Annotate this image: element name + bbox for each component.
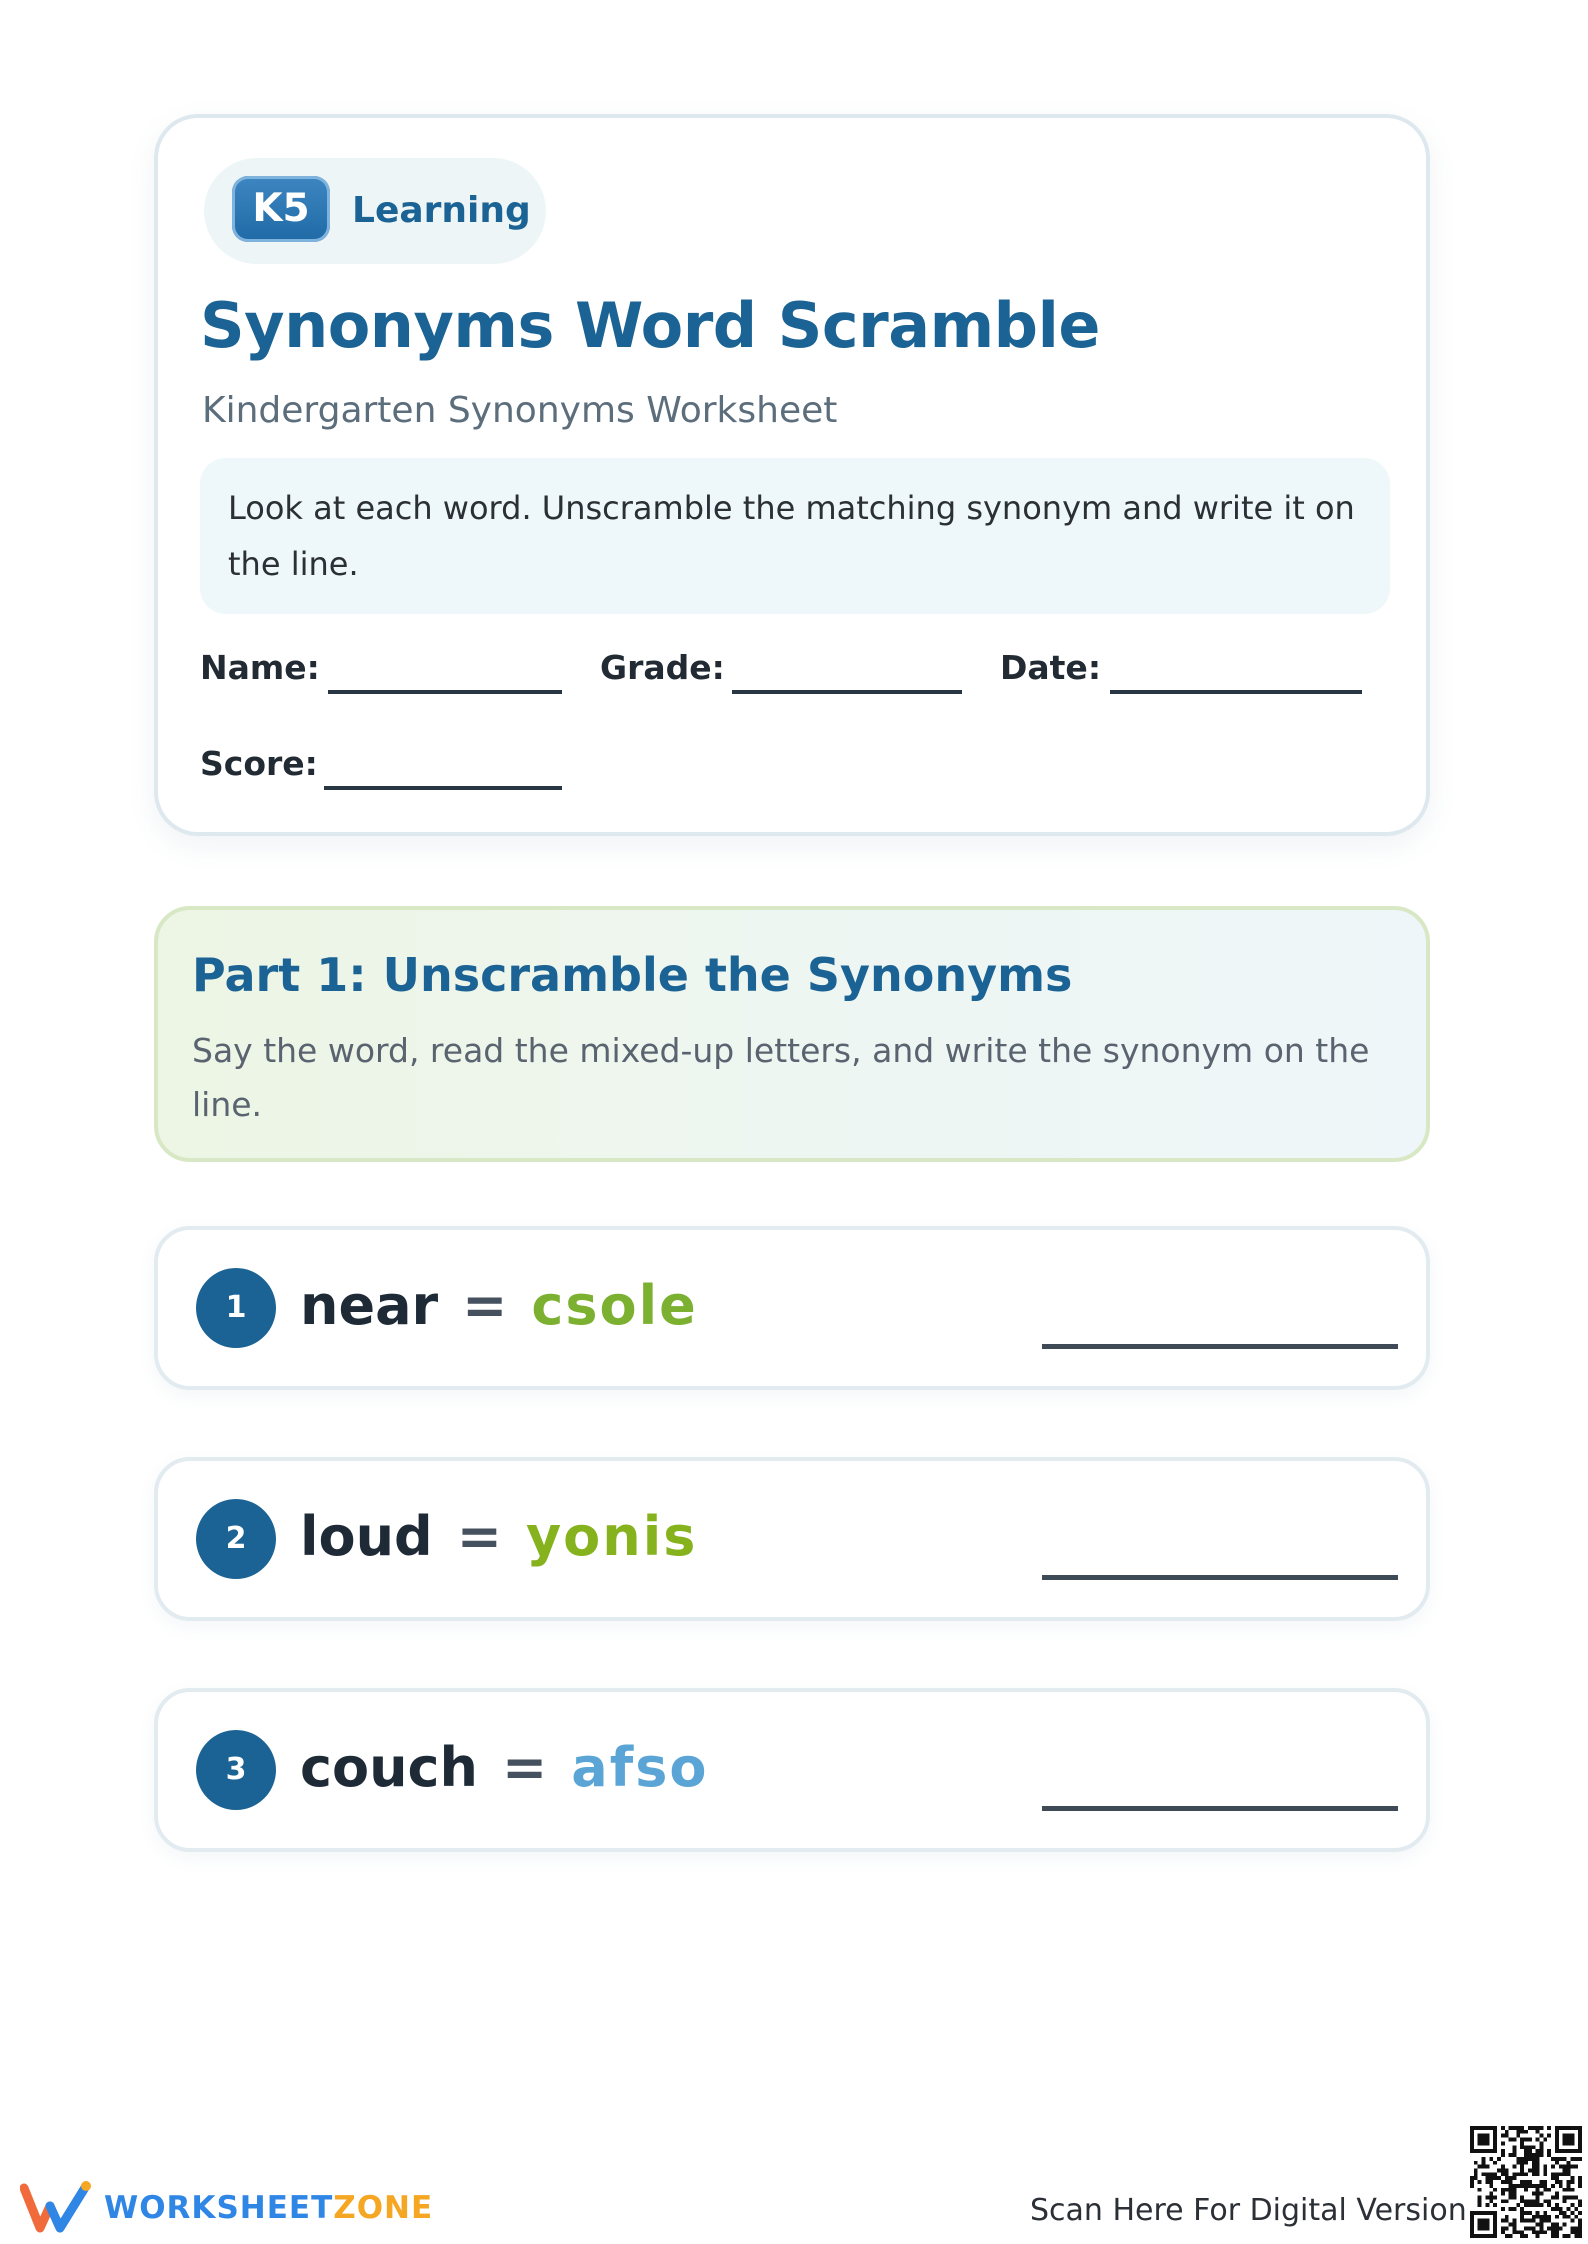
header-card bbox=[154, 114, 1430, 836]
scan-text: Scan Here For Digital Version bbox=[1030, 2193, 1467, 2228]
item-number-badge: 3 bbox=[196, 1730, 276, 1810]
brand-logo bbox=[204, 158, 546, 264]
item-word: couch bbox=[300, 1736, 479, 1799]
item-word: near bbox=[300, 1274, 439, 1337]
exercise-item bbox=[154, 1688, 1430, 1852]
score-field-line[interactable] bbox=[324, 786, 562, 790]
date-label: Date: bbox=[1000, 648, 1102, 687]
item-text bbox=[300, 1497, 697, 1577]
equals-sign: = bbox=[502, 1736, 548, 1799]
item-text bbox=[300, 1728, 708, 1808]
instructions-box: Look at each word. Unscramble the matching synonym and write it on the line. bbox=[200, 458, 1390, 614]
footer-brand-part2: ZONE bbox=[333, 2190, 434, 2226]
answer-line[interactable] bbox=[1042, 1806, 1398, 1811]
scrambled-word: csole bbox=[531, 1274, 698, 1337]
footer-brand bbox=[104, 2186, 433, 2230]
grade-field-line[interactable] bbox=[732, 690, 962, 694]
part1-description: Say the word, read the mixed-up letters, and write the synonym on the line. bbox=[192, 1031, 1370, 1124]
date-field-line[interactable] bbox=[1110, 690, 1362, 694]
item-number-badge: 2 bbox=[196, 1499, 276, 1579]
scrambled-word: afso bbox=[571, 1736, 709, 1799]
part1-card bbox=[154, 906, 1430, 1162]
answer-line[interactable] bbox=[1042, 1575, 1398, 1580]
equals-sign: = bbox=[456, 1505, 502, 1568]
page-subtitle: Kindergarten Synonyms Worksheet bbox=[202, 390, 838, 431]
item-text bbox=[300, 1266, 698, 1346]
score-label: Score: bbox=[200, 744, 318, 783]
item-word: loud bbox=[300, 1505, 433, 1568]
equals-sign: = bbox=[462, 1274, 508, 1337]
scrambled-word: yonis bbox=[525, 1505, 698, 1568]
grade-label: Grade: bbox=[600, 648, 725, 687]
brand-name: Learning bbox=[352, 190, 531, 231]
qr-code-icon[interactable] bbox=[1470, 2126, 1582, 2238]
name-field-line[interactable] bbox=[328, 690, 562, 694]
brand-badge: K5 bbox=[232, 176, 330, 242]
answer-line[interactable] bbox=[1042, 1344, 1398, 1349]
exercise-item bbox=[154, 1226, 1430, 1390]
name-label: Name: bbox=[200, 648, 320, 687]
exercise-item bbox=[154, 1457, 1430, 1621]
part1-title: Part 1: Unscramble the Synonyms bbox=[192, 948, 1073, 1002]
item-number-badge: 1 bbox=[196, 1268, 276, 1348]
footer-brand-part1: WORKSHEET bbox=[104, 2190, 334, 2226]
worksheetzone-logo-icon bbox=[20, 2178, 94, 2234]
page-title: Synonyms Word Scramble bbox=[200, 289, 1100, 362]
